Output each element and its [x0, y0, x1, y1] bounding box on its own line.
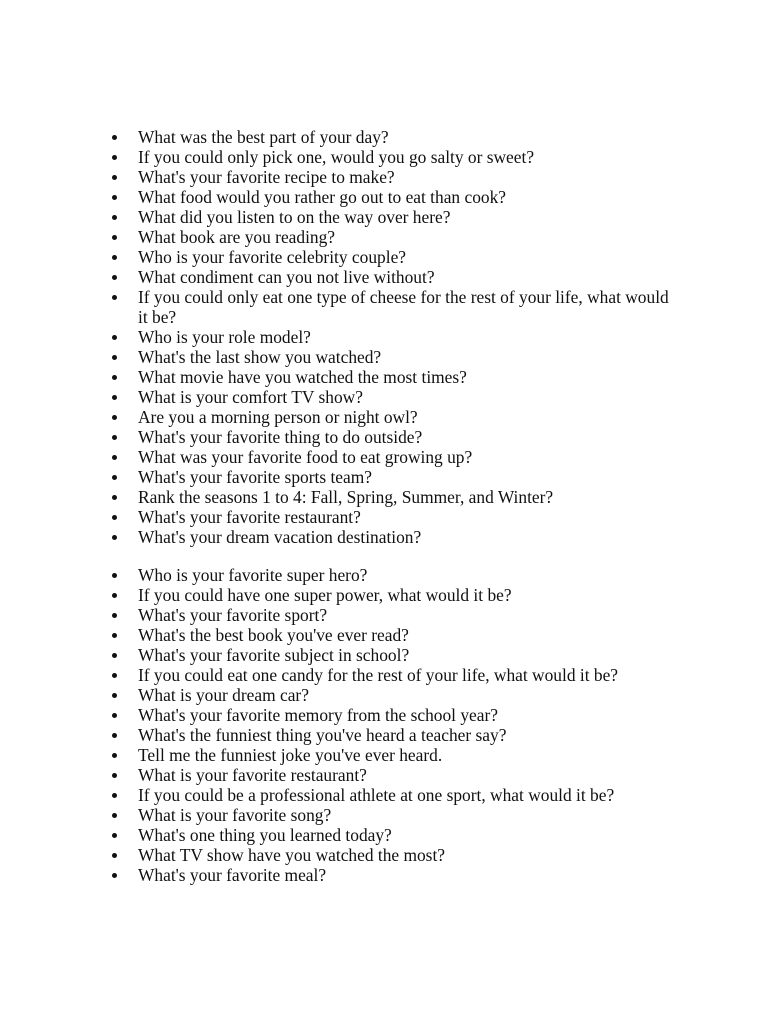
question-list-part-1: [112, 127, 672, 547]
question-text: What's your favorite memory from the school year?: [138, 705, 498, 725]
list-item: [112, 845, 672, 865]
question-text: If you could have one super power, what would it be?: [138, 585, 512, 605]
list-item: [112, 665, 672, 685]
question-text: What's the last show you watched?: [138, 347, 382, 367]
bullet-icon: [112, 853, 117, 858]
bullet-icon: [112, 455, 117, 460]
question-text: What's your favorite restaurant?: [138, 507, 361, 527]
question-text: If you could be a professional athlete at one sport, what would it be?: [138, 785, 615, 805]
question-text: What is your dream car?: [138, 685, 309, 705]
bullet-icon: [112, 753, 117, 758]
list-item: [112, 227, 672, 247]
bullet-icon: [112, 435, 117, 440]
list-item: [112, 625, 672, 645]
question-text: What's one thing you learned today?: [138, 825, 392, 845]
question-text: What's the best book you've ever read?: [138, 625, 409, 645]
bullet-icon: [112, 813, 117, 818]
list-item: [112, 805, 672, 825]
question-text: Tell me the funniest joke you've ever heard.: [138, 745, 443, 765]
question-text: What did you listen to on the way over here?: [138, 207, 451, 227]
bullet-icon: [112, 235, 117, 240]
question-text: Who is your favorite super hero?: [138, 565, 368, 585]
list-item: [112, 487, 672, 507]
bullet-icon: [112, 873, 117, 878]
bullet-icon: [112, 275, 117, 280]
bullet-icon: [112, 535, 117, 540]
list-item: [112, 187, 672, 207]
list-item: [112, 127, 672, 147]
list-item: [112, 367, 672, 387]
list-item: [112, 387, 672, 407]
bullet-icon: [112, 515, 117, 520]
bullet-icon: [112, 255, 117, 260]
list-item: [112, 347, 672, 367]
list-item: [112, 247, 672, 267]
list-item: [112, 287, 672, 327]
list-item: [112, 785, 672, 805]
list-item: [112, 327, 672, 347]
question-text: If you could eat one candy for the rest of your life, what would it be?: [138, 665, 619, 685]
list-item: [112, 407, 672, 427]
list-item: [112, 865, 672, 885]
bullet-icon: [112, 155, 117, 160]
question-text: What is your favorite song?: [138, 805, 332, 825]
list-item: [112, 147, 672, 167]
question-text: What's your dream vacation destination?: [138, 527, 422, 547]
question-text: What condiment can you not live without?: [138, 267, 435, 287]
question-text: What is your comfort TV show?: [138, 387, 363, 407]
list-item: [112, 605, 672, 625]
bullet-icon: [112, 713, 117, 718]
list-item: [112, 725, 672, 745]
question-text: Are you a morning person or night owl?: [138, 407, 418, 427]
question-text: Who is your role model?: [138, 327, 311, 347]
bullet-icon: [112, 633, 117, 638]
bullet-icon: [112, 195, 117, 200]
question-text: Who is your favorite celebrity couple?: [138, 247, 407, 267]
list-item: [112, 267, 672, 287]
bullet-icon: [112, 295, 117, 300]
question-text: What was your favorite food to eat growing up?: [138, 447, 473, 467]
question-text: What's your favorite meal?: [138, 865, 327, 885]
question-text: What's your favorite recipe to make?: [138, 167, 395, 187]
list-item: [112, 585, 672, 605]
list-item: [112, 507, 672, 527]
list-item: [112, 765, 672, 785]
bullet-icon: [112, 793, 117, 798]
question-text: What movie have you watched the most times?: [138, 367, 467, 387]
bullet-icon: [112, 135, 117, 140]
bullet-icon: [112, 833, 117, 838]
question-text: What TV show have you watched the most?: [138, 845, 446, 865]
list-item: [112, 447, 672, 467]
question-list-part-2: [112, 565, 672, 885]
bullet-icon: [112, 733, 117, 738]
list-item: [112, 467, 672, 487]
bullet-icon: [112, 773, 117, 778]
question-text: What is your favorite restaurant?: [138, 765, 367, 785]
question-text: Rank the seasons 1 to 4: Fall, Spring, Summer, and Winter?: [138, 487, 554, 507]
bullet-icon: [112, 375, 117, 380]
question-text: What's your favorite subject in school?: [138, 645, 410, 665]
list-item: [112, 207, 672, 227]
question-text: What's your favorite sports team?: [138, 467, 372, 487]
question-text: What's your favorite sport?: [138, 605, 328, 625]
bullet-icon: [112, 613, 117, 618]
bullet-icon: [112, 215, 117, 220]
list-item: [112, 745, 672, 765]
list-item: [112, 565, 672, 585]
bullet-icon: [112, 355, 117, 360]
question-text: What book are you reading?: [138, 227, 336, 247]
question-text: If you could only eat one type of cheese for the rest of your life, what would it be?: [138, 287, 669, 327]
list-item: [112, 685, 672, 705]
list-item: [112, 167, 672, 187]
bullet-icon: [112, 573, 117, 578]
list-item: [112, 825, 672, 845]
bullet-icon: [112, 395, 117, 400]
list-item: [112, 705, 672, 725]
bullet-icon: [112, 653, 117, 658]
question-text: What's your favorite thing to do outside?: [138, 427, 423, 447]
bullet-icon: [112, 335, 117, 340]
list-item: [112, 527, 672, 547]
list-item: [112, 645, 672, 665]
bullet-icon: [112, 415, 117, 420]
question-text: If you could only pick one, would you go salty or sweet?: [138, 147, 535, 167]
bullet-icon: [112, 693, 117, 698]
bullet-icon: [112, 475, 117, 480]
bullet-icon: [112, 593, 117, 598]
question-text: What food would you rather go out to eat than cook?: [138, 187, 506, 207]
question-text: What's the funniest thing you've heard a teacher say?: [138, 725, 507, 745]
bullet-icon: [112, 673, 117, 678]
bullet-icon: [112, 495, 117, 500]
question-text: What was the best part of your day?: [138, 127, 389, 147]
list-item: [112, 427, 672, 447]
bullet-icon: [112, 175, 117, 180]
